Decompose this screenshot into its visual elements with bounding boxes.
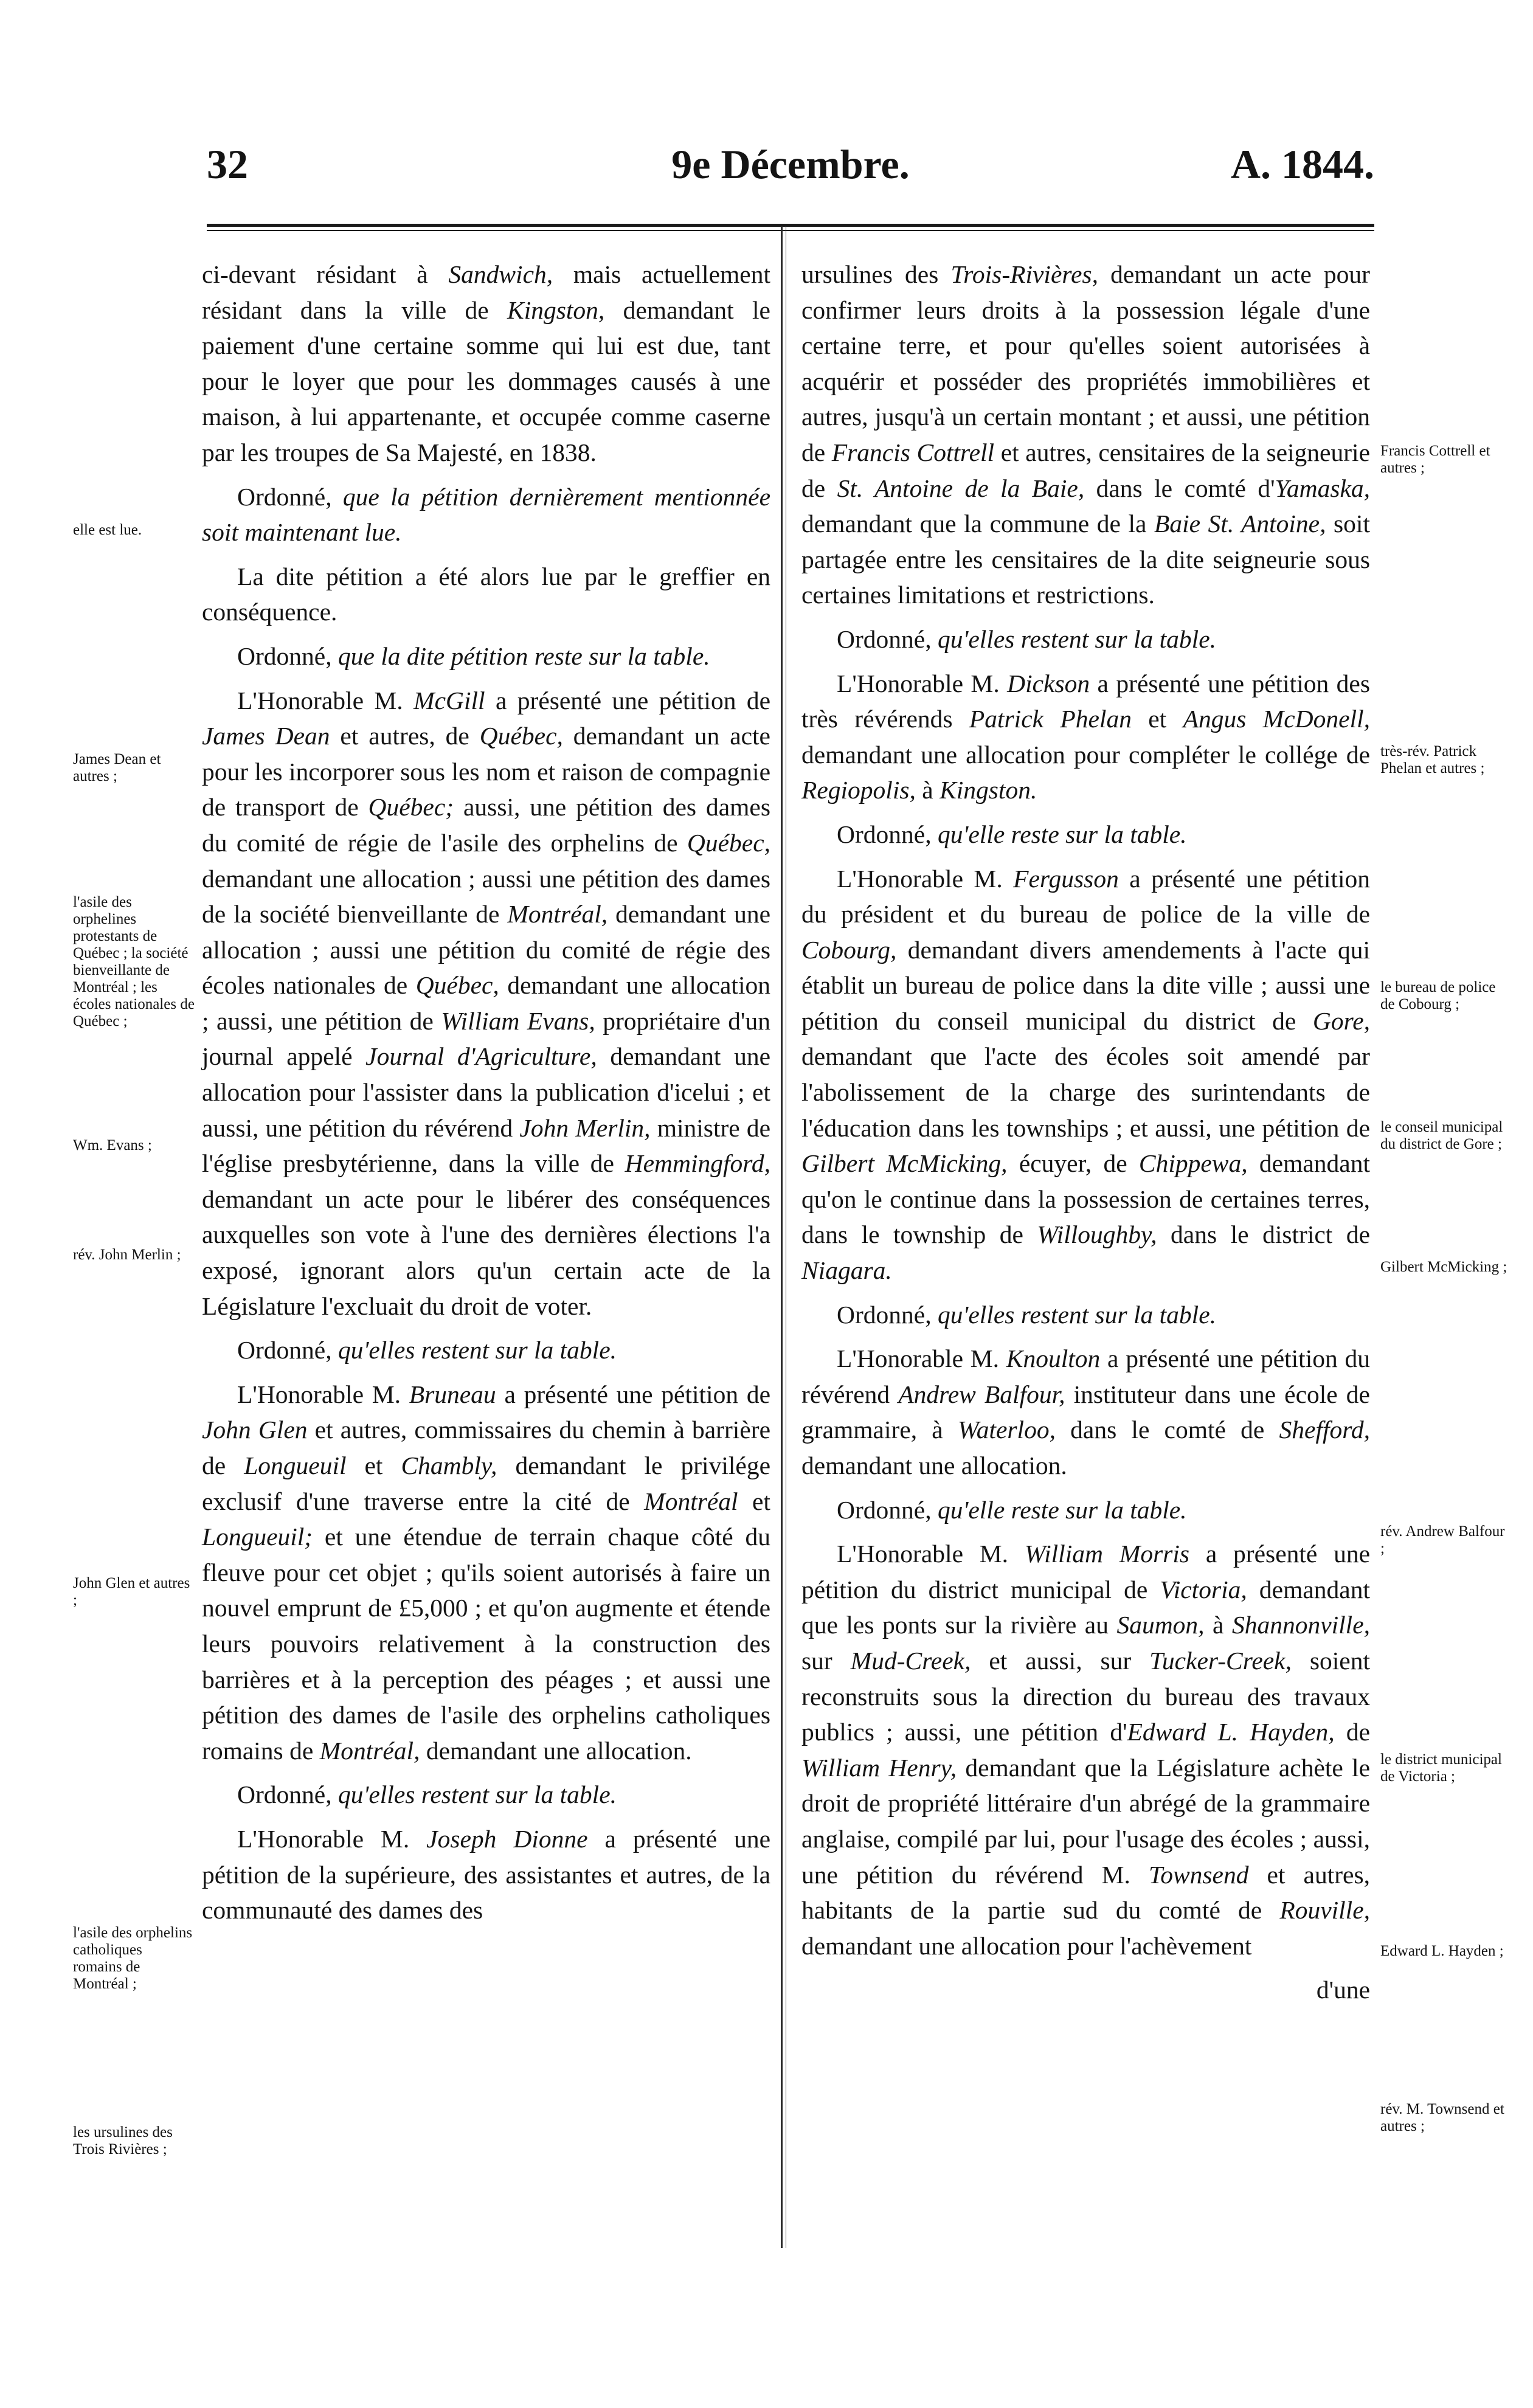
paragraph: Ordonné, qu'elles restent sur la table.	[237, 1780, 617, 1809]
page-number: 32	[207, 141, 248, 187]
margin-note-left: les ursulines des Trois Rivières ;	[73, 2124, 173, 2157]
italic-run: Montréal,	[319, 1736, 420, 1765]
paragraph: ursulines des Trois-Rivières, demandant un acte pour confirmer leurs droits à la possession légale d'une certaine terre, et pour qu'elles soient autorisées à acquérir et posséder des propriétés immobilières et autres, jusqu'à un certain montant ; et aussi, une pétition de Francis Cottrell et autres, censitaires de la seigneurie de St. Antoine de la Baie, dans le comté d'Yamaska, demandant que la commune de la Baie St. Antoine, soit partagée entre les censitaires de la dite seigneurie sous certaines limitations et restrictions.	[801, 260, 1371, 609]
italic-run: Dickson	[1007, 669, 1090, 697]
italic-run: Bruneau	[409, 1380, 496, 1408]
italic-run: qu'elle reste sur la table.	[931, 820, 1187, 848]
italic-run: Sandwich,	[448, 260, 553, 288]
italic-run: Townsend	[1148, 1860, 1249, 1889]
italic-run: Shannonville,	[1231, 1611, 1371, 1639]
paragraph: L'Honorable M. Knoulton a présenté une pétition du révérend Andrew Balfour, instituteur dans une école de grammaire, à Waterloo, dans le comté de Shefford, demandant une allocation.	[801, 1344, 1371, 1479]
running-date: 9e Décembre.	[671, 141, 910, 187]
italic-run: McGill	[414, 686, 485, 714]
italic-run: Baie St. Antoine,	[1154, 510, 1326, 538]
italic-run: Gilbert McMicking,	[801, 1149, 1008, 1178]
margin-note-left: l'asile des orphelines protestants de Québec ; la société bienveillante de Montréal ; les écoles nationales de Québec ;	[73, 894, 195, 1029]
italic-run: que la pétition dernièrement mentionnée soit maintenant lue.	[202, 482, 770, 547]
italic-run: William Evans,	[441, 1006, 595, 1035]
italic-run: St. Antoine de la Baie,	[837, 474, 1085, 502]
italic-run: Kingston,	[507, 296, 605, 324]
italic-run: William Henry,	[801, 1753, 957, 1782]
italic-run: Montréal,	[507, 900, 608, 929]
margin-note-left: rév. John Merlin ;	[73, 1247, 181, 1263]
right-column	[801, 257, 1370, 2008]
italic-run: Journal d'Agriculture,	[365, 1042, 597, 1071]
italic-run: Québec,	[479, 722, 563, 750]
margin-note-right: Gilbert McMicking ;	[1380, 1259, 1507, 1275]
margin-note-left: James Dean et autres ;	[73, 751, 161, 784]
italic-run: Montréal	[644, 1487, 738, 1515]
italic-run: Longueuil;	[202, 1523, 313, 1551]
italic-run: Chambly,	[401, 1451, 497, 1479]
margin-note-right: rév. Andrew Balfour ;	[1380, 1523, 1505, 1557]
column-divider	[781, 226, 783, 2248]
paragraph: Ordonné, qu'elles restent sur la table.	[837, 1300, 1216, 1329]
italic-run: Patrick Phelan	[969, 705, 1132, 733]
paragraph: L'Honorable M. Bruneau a présenté une pétition de John Glen et autres, commissaires du chemin à barrière de Longueuil et Chambly, demandant le privilége exclusif d'une traverse entre la cité de Montréal et Longueuil; et une étendue de terrain chaque côté du fleuve pour cet objet ; qu'ils soient autorisés à faire un nouvel emprunt de £5,000 ; et qu'on augmente et étende leurs pouvoirs relativement à la construction des barrières et à la perception des péages ; et aussi une pétition des dames de l'asile des orphelins catholiques romains de Montréal, demandant une allocation.	[202, 1380, 771, 1765]
italic-run: Saumon,	[1116, 1611, 1205, 1639]
italic-run: John Merlin,	[519, 1113, 651, 1142]
margin-note-left: elle est lue.	[73, 522, 142, 538]
italic-run: Victoria,	[1160, 1575, 1247, 1604]
paragraph: Ordonné, qu'elles restent sur la table.	[237, 1336, 617, 1365]
italic-run: Cobourg,	[801, 935, 897, 964]
italic-run: Edward L. Hayden,	[1127, 1718, 1335, 1746]
paragraph: Ordonné, que la dite pétition reste sur la table.	[237, 642, 710, 670]
paragraph: L'Honorable M. Dickson a présenté une pétition des très révérends Patrick Phelan et Angus McDonell, demandant une allocation pour compléter le collége de Regiopolis, à Kingston.	[801, 669, 1370, 804]
paragraph: Ordonné, qu'elle reste sur la table.	[837, 1495, 1187, 1524]
margin-note-right: le bureau de police de Cobourg ;	[1380, 979, 1496, 1012]
paragraph: L'Honorable M. Joseph Dionne a présenté une pétition de la supérieure, des assistantes et autres, de la communauté des dames des	[202, 1824, 770, 1925]
italic-run: Chippewa,	[1138, 1149, 1248, 1178]
italic-run: qu'elles restent sur la table.	[931, 624, 1216, 653]
header-rule-thick	[207, 224, 1374, 227]
margin-note-right: le district municipal de Victoria ;	[1380, 1751, 1502, 1785]
paragraph: La dite pétition a été alors lue par le greffier en conséquence.	[202, 562, 770, 626]
margin-note-right: Francis Cottrell et autres ;	[1380, 443, 1490, 476]
italic-run: Yamaska,	[1275, 474, 1371, 502]
italic-run: Andrew Balfour,	[898, 1380, 1065, 1408]
paragraph: Ordonné, qu'elles restent sur la table.	[837, 624, 1216, 653]
margin-note-left: John Glen et autres ;	[73, 1575, 190, 1608]
margin-note-left: l'asile des orphelins catholiques romains de Montréal ;	[73, 1925, 193, 1992]
margin-note-right: le conseil municipal du district de Gore ;	[1380, 1119, 1503, 1152]
italic-run: Québec,	[687, 828, 770, 857]
header-rule-thin	[207, 230, 1374, 231]
margin-note-right: rév. M. Townsend et autres ;	[1380, 2101, 1504, 2134]
italic-run: Longueuil	[244, 1451, 347, 1479]
page-header	[207, 140, 1374, 195]
italic-run: James Dean	[202, 722, 330, 750]
paragraph: Ordonné, que la pétition dernièrement mentionnée soit maintenant lue.	[202, 482, 770, 547]
paragraph: L'Honorable M. McGill a présenté une pétition de James Dean et autres, de Québec, demandant un acte pour les incorporer sous les nom et raison de compagnie de transport de Québec; aussi, une pétition des dames du comité de régie de l'asile des orphelins de Québec, demandant une allocation ; aussi une pétition des dames de la société bienveillante de Montréal, demandant une allocation ; aussi une pétition du comité de régie des écoles nationales de Québec, demandant une allocation ; aussi, une pétition de William Evans, propriétaire d'un journal appelé Journal d'Agriculture, demandant une allocation pour l'assister dans la publication d'icelui ; et aussi, une pétition du révérend John Merlin, ministre de l'église presbytérienne, dans la ville de Hemmingford, demandant un acte pour le libérer des conséquences auxquelles son vote à l'une des dernières élections l'a exposé, ignorant alors qu'un certain acte de la Législature l'excluait du droit de voter.	[202, 686, 771, 1320]
margin-note-right: Edward L. Hayden ;	[1380, 1943, 1504, 1959]
italic-run: Waterloo,	[957, 1416, 1056, 1444]
italic-run: Knoulton	[1006, 1344, 1101, 1373]
italic-run: Niagara.	[801, 1256, 892, 1285]
paragraph: L'Honorable M. William Morris a présenté une pétition du district municipal de Victoria, demandant que les ponts sur la rivière au Saumon, à Shannonville, sur Mud-Creek, et aussi, sur Tucker-Creek, soient reconstruits sous la direction du bureau des travaux publics ; aussi, une pétition d'Edward L. Hayden, de William Henry, demandant que la Législature achète le droit de propriété littéraire d'un abrégé de la grammaire anglaise, compilé par lui, pour l'usage des écoles ; aussi, une pétition du révérend M. Townsend et autres, habitants de la partie sud du comté de Rouville, demandant une allocation pour l'achèvement	[801, 1540, 1371, 1960]
paragraph: ci-devant résidant à Sandwich, mais actuellement résidant dans la ville de Kingston, demandant le paiement d'une certaine somme qui lui est due, tant pour le loyer que pour les dommages causés à une maison, à lui appartenante, et occupée comme caserne par les troupes de Sa Majesté, en 1838.	[202, 260, 770, 466]
italic-run: qu'elles restent sur la table.	[931, 1300, 1216, 1329]
italic-run: Hemmingford,	[625, 1149, 770, 1178]
italic-run: Québec,	[415, 971, 499, 1000]
italic-run: Francis Cottrell	[831, 438, 995, 466]
italic-run: Willoughby,	[1037, 1220, 1157, 1249]
margin-note-right: très-rév. Patrick Phelan et autres ;	[1380, 743, 1485, 777]
italic-run: Mud-Creek,	[850, 1646, 971, 1675]
running-year: A. 1844.	[1230, 141, 1374, 187]
italic-run: qu'elles restent sur la table.	[331, 1336, 617, 1365]
italic-run: Angus McDonell,	[1183, 705, 1370, 733]
italic-run: Québec;	[368, 793, 454, 822]
italic-run: Gore,	[1312, 1006, 1370, 1035]
italic-run: Kingston.	[940, 776, 1037, 804]
italic-run: Rouville,	[1279, 1896, 1370, 1925]
paragraph: L'Honorable M. Fergusson a présenté une pétition du président et du bureau de police de la ville de Cobourg, demandant divers amendements à l'acte qui établit un bureau de police dans la dite ville ; aussi une pétition du conseil municipal du district de Gore, demandant que l'acte des écoles soit amendé par l'abolissement de la charge des surintendants de l'éducation dans les townships ; et aussi, une pétition de Gilbert McMicking, écuyer, de Chippewa, demandant qu'on le continue dans la possession de certaines terres, dans le township de Willoughby, dans le district de Niagara.	[801, 864, 1371, 1285]
left-column	[202, 257, 770, 1937]
italic-run: Fergusson	[1013, 864, 1119, 893]
italic-run: William Morris	[1024, 1540, 1190, 1568]
italic-run: qu'elles restent sur la table.	[331, 1780, 617, 1809]
catchword: d'une	[1316, 1976, 1370, 2004]
italic-run: Joseph Dionne	[426, 1824, 588, 1853]
italic-run: que la dite pétition reste sur la table.	[331, 642, 710, 670]
italic-run: Shefford,	[1279, 1416, 1370, 1444]
paragraph: Ordonné, qu'elle reste sur la table.	[837, 820, 1187, 848]
margin-note-left: Wm. Evans ;	[73, 1137, 152, 1154]
italic-run: qu'elle reste sur la table.	[931, 1495, 1187, 1524]
italic-run: Regiopolis,	[801, 776, 916, 804]
italic-run: Trois-Rivières,	[950, 260, 1098, 288]
italic-run: John Glen	[202, 1416, 308, 1444]
italic-run: Tucker-Creek,	[1149, 1646, 1292, 1675]
